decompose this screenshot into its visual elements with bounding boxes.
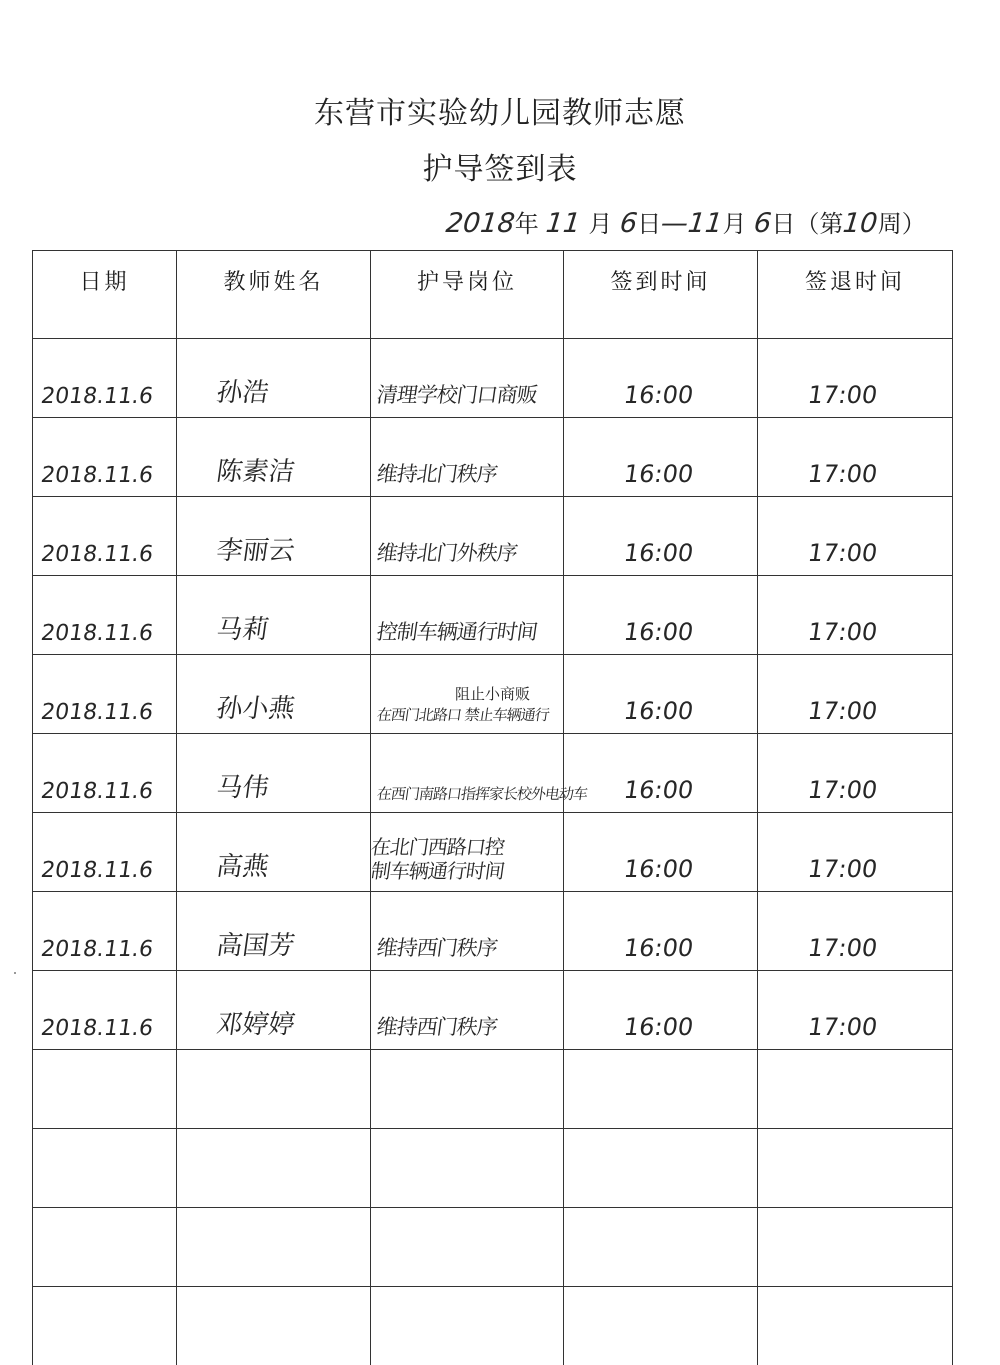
row-teacher-name: 孙浩 — [174, 372, 271, 409]
row-post: 控制车辆通行时间 — [369, 616, 539, 646]
row-teacher-name: 邓婷婷 — [174, 1004, 297, 1041]
table-row — [33, 971, 953, 1050]
period-month-label-2: 月 — [723, 210, 747, 238]
period-line — [446, 204, 926, 239]
period-year-label: 年 — [515, 210, 539, 238]
period-month-label: 月 — [588, 210, 612, 238]
row-post: 维持北门外秩序 — [369, 537, 519, 567]
row-date: 2018.11.6 — [31, 937, 154, 962]
period-day-label-2: 日 — [771, 210, 795, 238]
row-date: 2018.11.6 — [31, 542, 154, 567]
period-year: 2018 — [444, 208, 516, 239]
row-sign-out-time: 17:00 — [756, 697, 879, 725]
row-sign-in-time: 16:00 — [562, 539, 695, 567]
row-date: 2018.11.6 — [31, 621, 154, 646]
empty-row — [33, 1129, 953, 1208]
row-post: 在西门南路口指挥家长校外电动车 — [370, 783, 589, 804]
period-to: — — [660, 208, 690, 239]
table-header-row — [33, 251, 953, 339]
table-row — [33, 892, 953, 971]
table-row — [33, 418, 953, 497]
table-row — [33, 655, 953, 734]
row-sign-in-time: 16:00 — [562, 460, 695, 488]
period-week-suffix: 周） — [878, 210, 926, 238]
row-sign-in-time: 16:00 — [562, 1013, 695, 1041]
row-post: 清理学校门口商贩 — [369, 379, 539, 409]
row-sign-out-time: 17:00 — [756, 1013, 879, 1041]
period-day-label: 日 — [637, 210, 661, 238]
row-date: 2018.11.6 — [31, 384, 154, 409]
period-week-prefix: （第 — [795, 210, 843, 238]
empty-row — [33, 1050, 953, 1129]
table-row — [33, 813, 953, 892]
scan-mark — [14, 972, 16, 974]
header-sign-in-time: 签到时间 — [564, 251, 758, 339]
sheet-title-line-1: 东营市实验幼儿园教师志愿 — [0, 88, 1000, 132]
row-post-line-2: 制车辆通行时间 — [369, 859, 564, 883]
row-sign-out-time: 17:00 — [756, 618, 879, 646]
row-teacher-name: 陈素洁 — [174, 451, 297, 488]
row-teacher-name: 马伟 — [174, 767, 271, 804]
header-post: 护导岗位 — [371, 251, 564, 339]
row-teacher-name: 高国芳 — [174, 925, 297, 962]
row-teacher-name: 马莉 — [174, 609, 271, 646]
period-day-2: 6 — [753, 208, 773, 239]
row-date: 2018.11.6 — [31, 1016, 154, 1041]
header-date: 日期 — [33, 251, 177, 339]
table-row — [33, 576, 953, 655]
table-row — [33, 734, 953, 813]
row-sign-out-time: 17:00 — [756, 460, 879, 488]
row-post: 维持北门秩序 — [369, 458, 499, 488]
row-post: 维持西门秩序 — [369, 1011, 499, 1041]
period-day-1: 6 — [618, 208, 638, 239]
sheet-title-line-2: 护导签到表 — [0, 144, 1000, 188]
table-row — [33, 339, 953, 418]
row-post-note: 阻止小商贩 — [371, 686, 563, 702]
header-teacher-name: 教师姓名 — [177, 251, 371, 339]
row-sign-in-time: 16:00 — [562, 855, 695, 883]
row-sign-in-time: 16:00 — [562, 934, 695, 962]
row-sign-out-time: 17:00 — [756, 381, 879, 409]
row-teacher-name: 高燕 — [174, 846, 271, 883]
row-date: 2018.11.6 — [31, 858, 154, 883]
row-teacher-name: 李丽云 — [174, 530, 297, 567]
empty-row — [33, 1208, 953, 1287]
row-sign-in-time: 16:00 — [562, 776, 695, 804]
row-sign-out-time: 17:00 — [756, 934, 879, 962]
table-row — [33, 497, 953, 576]
row-date: 2018.11.6 — [31, 779, 154, 804]
row-post: 在西门北路口 禁止车辆通行 — [370, 704, 551, 725]
row-sign-in-time: 16:00 — [562, 381, 695, 409]
header-sign-out-time: 签退时间 — [758, 251, 953, 339]
period-month-2: 11 — [687, 208, 725, 239]
sign-in-table — [32, 250, 953, 1365]
row-sign-out-time: 17:00 — [756, 776, 879, 804]
row-date: 2018.11.6 — [31, 700, 154, 725]
row-date: 2018.11.6 — [31, 463, 154, 488]
row-sign-in-time: 16:00 — [562, 618, 695, 646]
row-sign-out-time: 17:00 — [756, 539, 879, 567]
period-month-1: 11 — [545, 208, 583, 239]
period-week: 10 — [842, 208, 880, 239]
row-post-line-1: 在北门西路口控 — [369, 835, 564, 859]
row-sign-in-time: 16:00 — [562, 697, 695, 725]
empty-row — [33, 1287, 953, 1365]
row-teacher-name: 孙小燕 — [174, 688, 297, 725]
row-post: 维持西门秩序 — [369, 932, 499, 962]
row-sign-out-time: 17:00 — [756, 855, 879, 883]
